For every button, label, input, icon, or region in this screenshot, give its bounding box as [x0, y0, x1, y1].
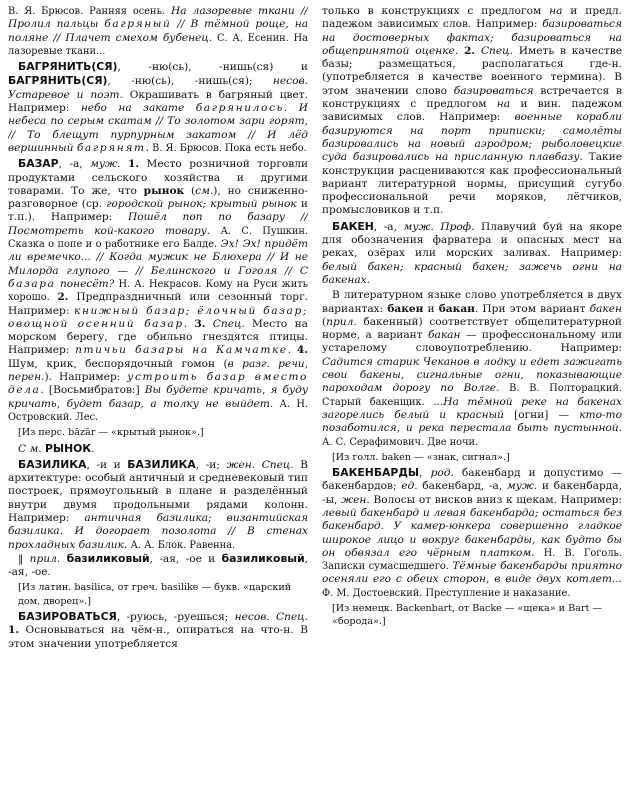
spaced-example: книжный базар; ёлочный базар; овощной осенний базар: [8, 304, 308, 330]
definition: встречается в конструкциях с предлогом: [322, 84, 622, 111]
speaker-tag: . [Восьмибратов:]: [40, 384, 145, 397]
preposition: на: [549, 5, 563, 17]
grammar-forms: , -и и: [86, 458, 128, 471]
note-text: бакенный) соответствует общелитературной норме, а вариант: [322, 315, 622, 342]
grammar-forms: , -ню(сь), -нишь(ся);: [107, 75, 273, 88]
grammar-forms: и бакенбарда, -ы,: [322, 480, 622, 506]
grammar-forms: , -а,: [373, 220, 404, 233]
example: небо на закате: [80, 102, 196, 115]
grammar-forms: , -ню(сь), -нишь(ся) и: [117, 61, 308, 74]
headword: БАЗИЛИКА: [18, 457, 87, 471]
variant-word: бакан: [438, 302, 475, 315]
usage-label: Спец.: [212, 317, 245, 330]
entry-bazirovatsya: [8, 610, 308, 651]
quote-text: понесёт?: [55, 277, 115, 290]
quote-text: И небеса по серым скатам // То золотом зари горят, // То блещут пурпурным закатом // И лёд вершинный: [8, 102, 308, 154]
headword: БАЗИЛИКА: [127, 457, 196, 471]
citation-source: В. Я. Брюсов. Ранняя осень.: [8, 6, 171, 17]
note-baken: [322, 289, 622, 449]
headword: БАГРЯНИТЬ(СЯ): [8, 74, 108, 88]
headword: БАКЕНБАРДЫ: [332, 466, 420, 480]
grammar-forms: , -руюсь, -руешься;: [116, 611, 235, 624]
punctuation: (: [322, 315, 327, 328]
definition: Место на морском берегу, где обильно гнездятся птицы. Например:: [8, 317, 308, 357]
punctuation: ,: [419, 467, 431, 480]
definition: Место розничной торговли продуктами сельского хозяйства и другими товарами. То же, что: [8, 158, 308, 197]
grammar-forms: бакенбард и допустимо — бакенбардов;: [322, 467, 622, 493]
see-label: см.: [195, 184, 214, 197]
spaced-example: птичьи базары на Камчатке: [75, 344, 288, 357]
definition: и предл. падежом зависимых слов. Например:: [322, 5, 622, 31]
definition: Иметь в качестве базы; размещаться, располагаться где-н. (употребляется в качестве военного термина). В этом значении слово: [322, 44, 622, 97]
etymology-bazilika: [Из латин. basilica, от греч. basilike — букв. «царский дом, дворец».]: [18, 582, 292, 607]
entry-bagryanit: [8, 60, 308, 155]
space: [205, 318, 212, 330]
variant-word: бакен: [387, 302, 424, 315]
pos-label: прил.: [326, 315, 357, 328]
etymology-baken: [Из голл. baken — «знак, сигнал».]: [332, 451, 510, 463]
sense-number: 1.: [8, 624, 20, 637]
sense-number: 1.: [127, 158, 140, 171]
spaced-word: багряный: [104, 18, 172, 31]
citation-source: С. А. Есенин. На лазоревые ткани...: [8, 32, 308, 57]
term: базироваться: [453, 84, 534, 97]
see-also-rynok: [8, 442, 308, 456]
entry-bazilika: [8, 458, 308, 552]
definition: В архитектуре: особый античный и средневековый тип построек, прямоугольный в плане и разделённый внутри двумя продольными рядами колонн. Например:: [8, 458, 308, 524]
citation-source: Н. А. Некрасов. Кому на Руси жить хорошо.: [8, 278, 308, 304]
quote-text: На лазоревые ткани // Пролил пальцы: [8, 5, 308, 31]
note-text: В литературном языке слово употребляется в двух вариантах:: [322, 289, 622, 315]
etymology-bazar: [Из перс. bāzār — «крытый рынок».]: [18, 427, 204, 439]
sense-number: 4.: [296, 344, 308, 357]
citation-source: Н. В. Гоголь. Записки сумасшедшего.: [322, 547, 622, 573]
note-text: . При этом вариант: [474, 302, 590, 315]
variant-word: бакан: [428, 329, 461, 342]
quote-text: ...На тёмной реке на бакенах загорелись белый и красный: [322, 395, 622, 421]
punctuation: (: [184, 184, 196, 197]
sense-number: 3.: [194, 317, 206, 330]
note-text: — профессиональному или устарелому словоупотреблению. Например:: [322, 329, 622, 355]
gender-label: жен.: [341, 493, 370, 506]
quote-text: Эх! Эх! придёт ли времечко... // Когда мужик не Блюхера // И не Милорда глупого — // Белинского и Гоголя // С: [8, 238, 308, 277]
entry-bazar: [8, 157, 308, 424]
derivative-bazilikovy: [8, 552, 308, 580]
headword: БАКЕН: [332, 219, 374, 233]
entry-bakenbardy: [322, 466, 622, 600]
sense-number: 2.: [464, 44, 476, 57]
punctuation: .: [91, 442, 95, 455]
definition: . Такие конструкции расцениваются как профессиональный вариант литературной нормы, присущий сугубо профессиональной речи моряков, лётчиков, промысловиков и т.п.: [322, 151, 622, 217]
citation-source: А. С. Серафимович. Две ночи.: [322, 436, 479, 448]
etymology-bakenbardy: [Из немецк. Backenbart, от Backe — «щека» и Bart — «борода».]: [332, 603, 602, 628]
punctuation: .: [283, 102, 299, 115]
usage-label: жен. Спец.: [226, 458, 294, 471]
usage-label: в разг. речи, перен.: [8, 357, 308, 384]
example: базироваться на достоверных фактах; базироваться на общепринятой оценке: [322, 18, 622, 57]
grammar-forms: , -ая, -ое.: [8, 552, 308, 579]
citation-source: В. В. Полторацкий. Старый бакенщик.: [322, 383, 622, 408]
entry-bagryany-quotes: [8, 5, 308, 58]
punctuation: .: [287, 344, 297, 357]
example: городской рынок; крытый рынок: [106, 198, 297, 211]
quote-text: Пошёл поп по базару // Посмотреть кой-какого товару.: [8, 211, 308, 237]
definition: Шум, крик, беспорядочный гомон (: [8, 357, 228, 370]
definition: ). Например:: [44, 371, 128, 384]
grammar-forms: бакенбард, -а,: [417, 480, 507, 493]
definition: только в конструкциях с предлогом: [322, 5, 550, 17]
preposition: на: [496, 98, 511, 111]
spaced-word: базара: [8, 277, 56, 290]
definition: и вин. падежом зависимых слов. Например:: [322, 98, 622, 124]
variant-word: бакен: [589, 302, 622, 315]
definition: ), но сниженно-разговорное (ср.: [8, 184, 308, 211]
cross-ref-word: рынок: [143, 184, 185, 197]
derivative-word: базиликовый: [221, 551, 305, 565]
punctuation: .: [366, 273, 371, 286]
cross-ref-headword: РЫНОК: [45, 441, 92, 455]
right-column: [322, 5, 622, 796]
note-text: и: [423, 302, 439, 315]
derivative-word: базиликовый: [66, 551, 150, 565]
quote-text: Тёмные бакенбарды приятно осеняли его с обеих сторон, в виде двух котлет...: [322, 560, 622, 586]
example: белый бакен; красный бакен; зажечь огни на бакенах: [322, 260, 622, 286]
entry-baken: [322, 220, 622, 287]
headword: БАЗАР: [18, 157, 59, 171]
usage-label: несов. Спец.: [234, 611, 308, 624]
spaced-word: багрянилось: [195, 102, 284, 115]
entry-bazirovatsya-cont: [322, 5, 622, 218]
headword: БАГРЯНИТЬ(СЯ): [18, 60, 118, 74]
definition: Основываться на чём-н., опираться на что-н. В этом значении употребляется: [8, 624, 308, 650]
gender-label: муж.: [506, 480, 538, 493]
example: военные корабли базируются на порт приписки; самолёты базировались на новый аэродром; рыболовецкие суда базировались на присланную плавбазу: [322, 111, 622, 164]
spaced-example: устроить базар вместо дела: [8, 371, 308, 397]
citation-source: А. А. Блок. Равенна.: [127, 539, 236, 551]
citation-source: Ф. М. Достоевский. Преступление и наказание.: [322, 587, 571, 599]
headword: БАЗИРОВАТЬСЯ: [18, 610, 117, 624]
quote-text: — кто-то позаботился, и река перестала быть пустынной.: [322, 408, 622, 435]
quote-text: Вы будете кричать, я буду кричать, будет базар, а толку не выйдет.: [8, 384, 308, 410]
number-label: ед.: [401, 480, 418, 493]
space: [120, 158, 127, 170]
quote-text: Садится старик Чеканов в лодку и едет зажигать свои бакены, сигнальные огни, показывающие пароходам дорогу по Волге.: [322, 355, 622, 395]
sense-number: 2.: [57, 291, 69, 304]
see-label: С м.: [18, 442, 42, 455]
definition: и т.п.). Например:: [8, 198, 308, 224]
usage-label: несов. Устаревое и поэт.: [8, 75, 308, 101]
punctuation: .: [145, 141, 150, 154]
quote-text: // В тёмной роще, на поляне // Плачет смехом бубенец.: [8, 18, 308, 44]
definition: Волосы от висков вниз к щекам. Например:: [369, 493, 622, 506]
gender-label: муж.: [90, 158, 121, 171]
editor-insert: [огни]: [504, 408, 559, 421]
definition: Окрашивать в багряный цвет. Например:: [8, 88, 308, 115]
definition: Предпраздничный или сезонный торг. Например:: [8, 291, 308, 317]
spaced-word: багрянят: [76, 141, 146, 154]
punctuation: .: [454, 44, 465, 57]
citation-source: А. Н. Островский. Лес.: [8, 398, 308, 423]
case-label: род.: [430, 467, 454, 480]
definition: Плавучий буй на якоре для обозначения фарватера и опасных мест на реках, озёрах или морских заливах. Например:: [322, 220, 622, 260]
citation-source: В. Я. Брюсов. Пока есть небо.: [149, 142, 307, 154]
usage-label: муж. Проф.: [403, 220, 475, 233]
derivative-mark: ‖: [18, 552, 30, 565]
grammar-forms: , -ая, -ое и: [149, 552, 222, 565]
pos-label: прил.: [29, 552, 61, 565]
quote-text: античная базилика; византийская базилика. И догорает позолота // В стенах прохладных базилик.: [8, 511, 308, 551]
usage-label: Спец.: [480, 44, 513, 57]
grammar-forms: , -и;: [195, 458, 227, 471]
citation-source: А. С. Пушкин. Сказка о попе и о работнике его Балде.: [8, 225, 308, 251]
grammar-forms: , -а,: [58, 158, 91, 171]
left-column: [8, 5, 308, 796]
quote-text: левый бакенбард и левая бакенбарда; остаться без бакенбард. У камер-юнкера совершенно гладкое широкое лицо и вокруг бакенбарды, как будто бы он обвязал его чёрным платком.: [322, 506, 622, 559]
punctuation: .: [183, 317, 195, 330]
